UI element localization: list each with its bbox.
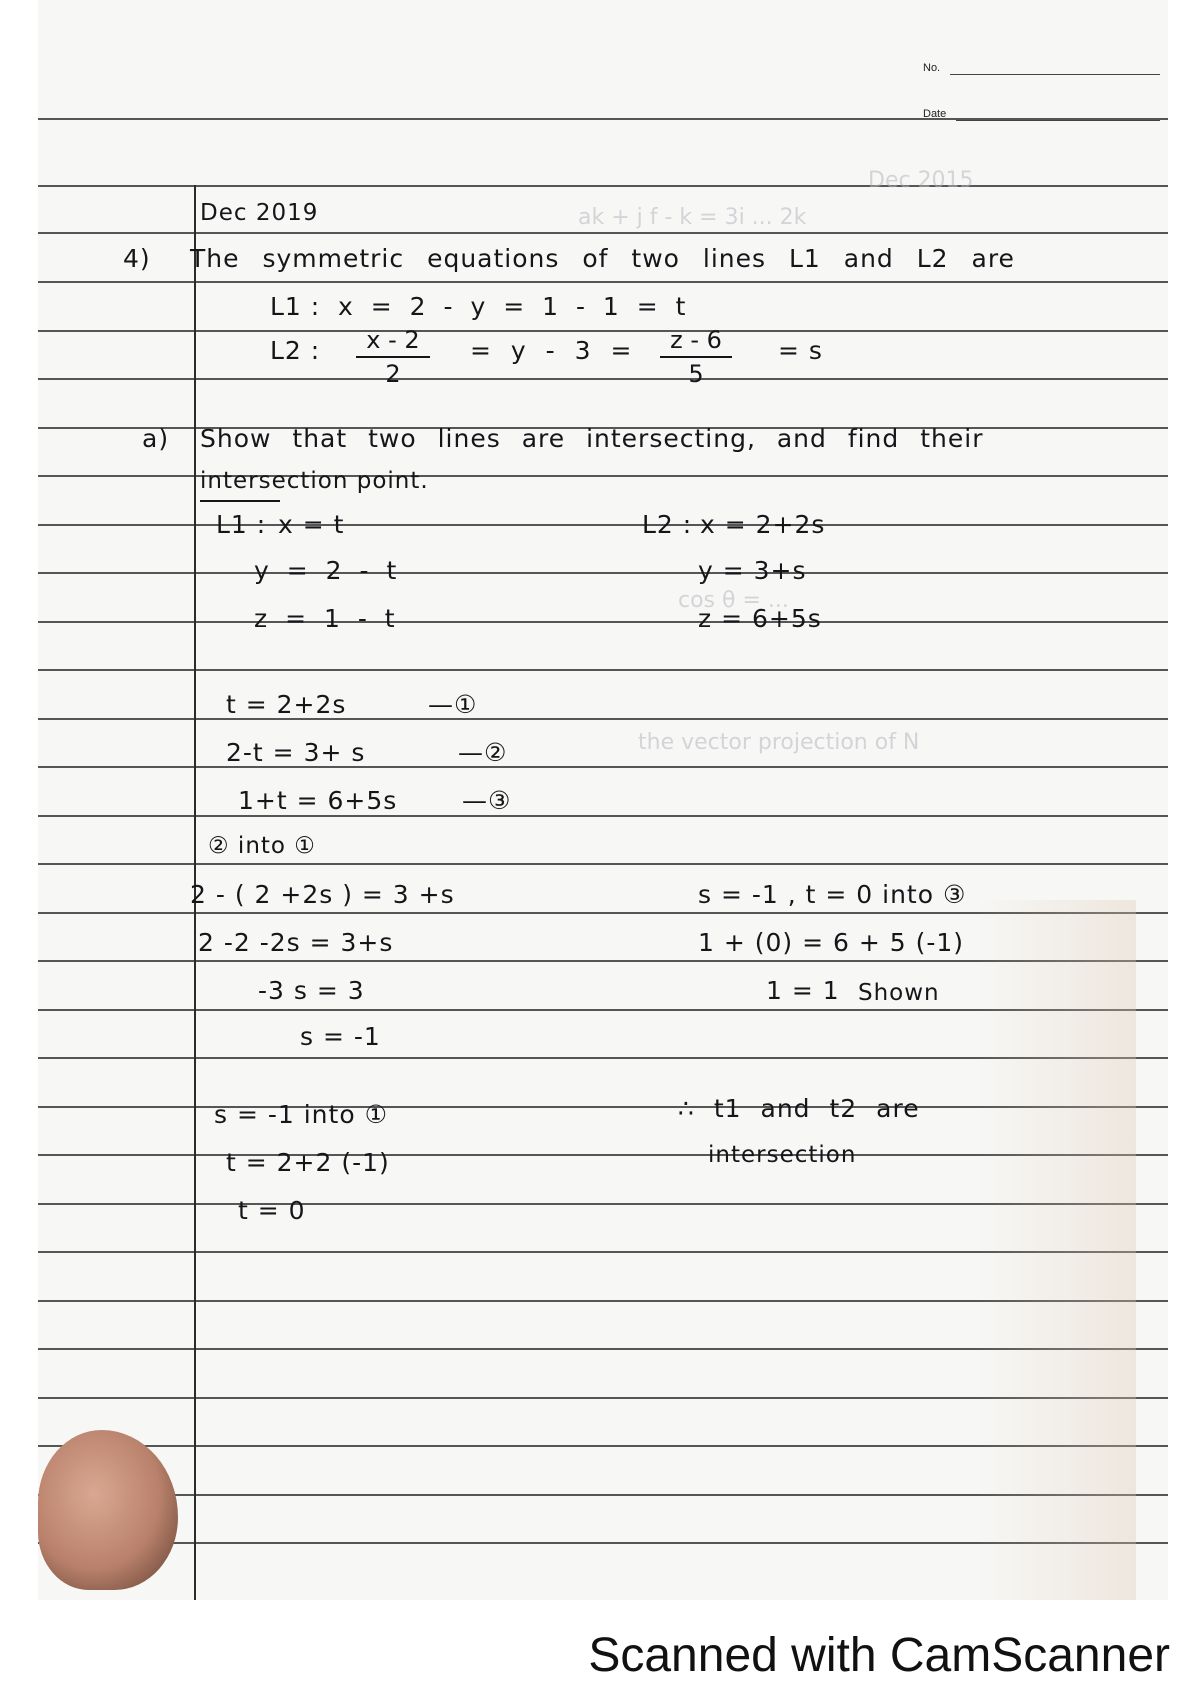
scanner-watermark: Scanned with CamScanner xyxy=(588,1629,1170,1682)
l2-param-label: L2 : xyxy=(642,510,693,539)
no-line xyxy=(950,74,1160,75)
conclusion-line-2: intersection xyxy=(708,1142,857,1168)
ruled-line xyxy=(38,524,1168,526)
ruled-line xyxy=(38,185,1168,187)
l1-equation: x = 2 - y = 1 - 1 = t xyxy=(338,292,687,321)
fraction-bar xyxy=(356,356,430,358)
l2-param-y: y = 3+s xyxy=(698,556,807,585)
ruled-line xyxy=(38,378,1168,380)
l2-param-x: x = 2+2s xyxy=(700,510,826,539)
equation-2-tag: —② xyxy=(458,738,508,767)
date-line xyxy=(956,120,1160,121)
question-number: 4) xyxy=(123,244,151,273)
l2-fraction-1 xyxy=(356,326,430,388)
bleed-through-text: Dec 2015 xyxy=(868,168,974,193)
check-line-3: 1 = 1 xyxy=(766,976,840,1005)
no-label: No. xyxy=(923,62,941,74)
back-sub-2: t = 2+2 (-1) xyxy=(226,1148,390,1177)
ruled-line xyxy=(38,621,1168,623)
equation-3-tag: —③ xyxy=(462,786,512,815)
ruled-line xyxy=(38,572,1168,574)
step-4: s = -1 xyxy=(300,1022,381,1051)
conclusion-line-1: ∴ t1 and t2 are xyxy=(678,1094,920,1123)
step-1: 2 - ( 2 +2s ) = 3 +s xyxy=(190,880,455,909)
date-label: Date xyxy=(923,108,947,120)
ruled-line xyxy=(38,330,1168,332)
page-title: Dec 2019 xyxy=(200,200,319,226)
back-sub-1: s = -1 into ① xyxy=(214,1100,388,1129)
check-line-2: 1 + (0) = 6 + 5 (-1) xyxy=(698,928,965,957)
l2-frac1-denominator: 2 xyxy=(385,360,401,388)
l2-frac2-denominator: 5 xyxy=(688,360,704,388)
l1-param-y: y = 2 - t xyxy=(254,556,398,585)
l2-frac2-numerator: z - 6 xyxy=(670,326,722,354)
l2-end: = s xyxy=(778,336,823,365)
step-3: -3 s = 3 xyxy=(258,976,365,1005)
bleed-through-text: the vector projection of N xyxy=(638,730,920,755)
l1-param-x: x = t xyxy=(278,510,345,539)
equation-2: 2-t = 3+ s xyxy=(226,738,366,767)
check-line-1: s = -1 , t = 0 into ③ xyxy=(698,880,967,909)
ruled-line xyxy=(38,232,1168,234)
shown-note: Shown xyxy=(858,980,940,1006)
l2-frac1-numerator: x - 2 xyxy=(366,326,420,354)
ruled-line xyxy=(38,281,1168,283)
equation-1: t = 2+2s xyxy=(226,690,347,719)
ruled-line xyxy=(38,669,1168,671)
ruled-line xyxy=(38,766,1168,768)
question-statement: The symmetric equations of two lines L1 and L2 are xyxy=(190,244,1015,273)
l2-middle: = y - 3 = xyxy=(470,336,633,365)
fraction-bar xyxy=(660,356,732,358)
notebook-page xyxy=(38,0,1168,1600)
l2-label: L2 : xyxy=(270,336,321,365)
page-shadow xyxy=(976,900,1136,1600)
l1-label: L1 : xyxy=(270,292,321,321)
part-a-prompt-line2: intersection point. xyxy=(200,468,429,494)
back-sub-3: t = 0 xyxy=(238,1196,306,1225)
part-a-prompt-line1: Show that two lines are intersecting, and find their xyxy=(200,424,984,453)
l1-param-z: z = 1 - t xyxy=(254,604,396,633)
substitution-heading: ② into ① xyxy=(208,833,316,859)
l2-fraction-2 xyxy=(660,326,732,388)
l2-param-z: z = 6+5s xyxy=(698,604,822,633)
equation-3: 1+t = 6+5s xyxy=(238,786,398,815)
bleed-through-text: ak + j f - k = 3i ... 2k xyxy=(578,205,807,230)
equation-1-tag: —① xyxy=(428,690,478,719)
ruled-line xyxy=(38,718,1168,720)
l1-param-label: L1 : xyxy=(216,510,267,539)
underline xyxy=(200,500,280,502)
step-2: 2 -2 -2s = 3+s xyxy=(198,928,394,957)
bleed-through-text: cos θ = ... xyxy=(678,588,789,613)
ruled-line xyxy=(38,815,1168,817)
part-a-label: a) xyxy=(142,424,170,453)
ruled-line xyxy=(38,863,1168,865)
